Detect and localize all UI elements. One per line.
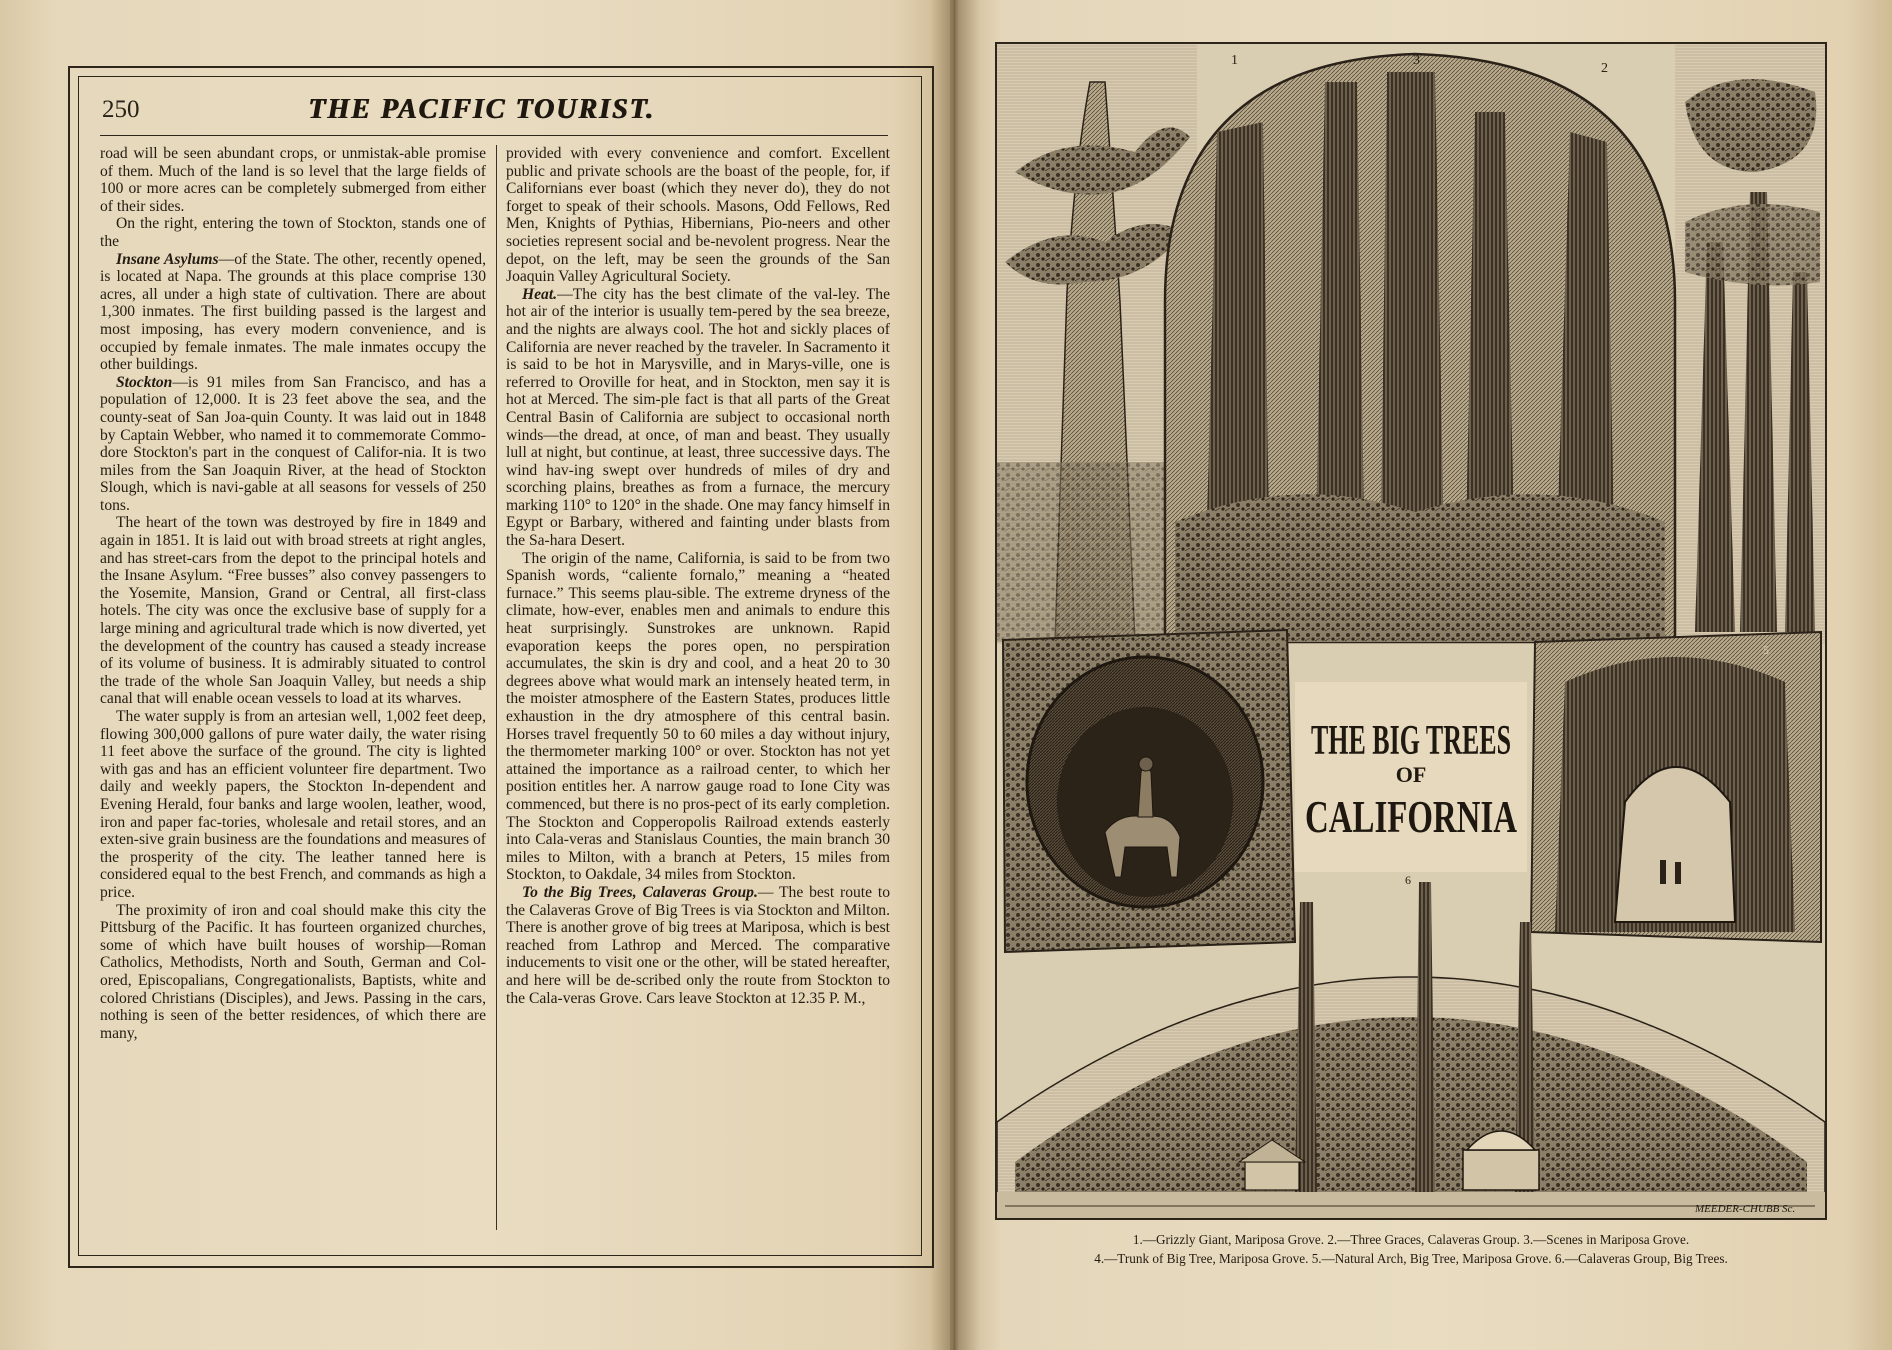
paragraph-text: — The best route to the Calaveras Grove of Big Trees is via Stockton and Milton. There is another grove of big trees at Mariposa, which is best reached from Lathrop and Merced. The comparative inducements to visit one or the other, will be stated hereafter, and here will be de-scribed only the route from Stockton to the Cala-veras Grove. Cars leave Stockton at 12.35 P. M., xyxy=(506,883,890,1007)
paragraph-text: On the right, entering the town of Stockton, stands one of the xyxy=(100,215,486,250)
paragraph xyxy=(506,145,890,286)
header-rule xyxy=(100,135,888,136)
paragraph-heading: Stockton xyxy=(116,373,173,391)
plate-number-6: 6 xyxy=(1405,873,1411,887)
paragraph xyxy=(100,514,486,708)
caption-line-2: 4.—Trunk of Big Tree, Mariposa Grove. 5.—Natural Arch, Big Tree, Mariposa Grove. 6.—Calaveras Group, Big Trees. xyxy=(1094,1251,1728,1266)
plate-title-line3: CALIFORNIA xyxy=(1305,791,1517,842)
paragraph xyxy=(100,145,486,215)
paragraph xyxy=(506,884,890,1007)
plate-title-line1: THE BIG TREES xyxy=(1311,718,1511,764)
engraver-signature: MEEDER-CHUBB Sc. xyxy=(1695,1203,1796,1215)
running-head xyxy=(100,92,890,132)
paragraph-text: The origin of the name, California, is said to be from two Spanish words, “caliente fornalo,” meaning a “heated furnace.” This seems plau-sible. The extreme dryness of the climate, how-ever, enables men and animals to endure this heat surprisingly. Sunstrokes are unknown. Rapid evaporation keeps the pores open, no perspiration accumulates, the skin is dry and cool, and a heat 20 to 30 degrees above what would mark an intensely heated term, in the moister atmosphere of the Eastern States, produces little exhaustion in the dry atmosphere of this central basin. Horses travel frequently 50 to 60 miles a day without injury, the thermometer marking 100° or over. Stockton has not yet attained the importance as a railroad center, to which her position entitles her. A narrow gauge road to Ione City was commenced, but there is no pros-pect of its early completion. The Stockton and Copperopolis Railroad extends easterly into Cala-veras and Stanislaus Counties, the main branch 30 miles to Milton, with a branch at Peters, 15 miles from Stockton, to Oakdale, 34 miles from Stockton. xyxy=(506,549,890,884)
paragraph-heading: To the Big Trees, Calaveras Group. xyxy=(522,883,758,901)
book-title: THE PACIFIC TOURIST. xyxy=(308,94,655,125)
paragraph-heading: Insane Asylums xyxy=(116,250,219,268)
paragraph xyxy=(100,374,486,515)
paragraph-text: The proximity of iron and coal should make this city the Pittsburg of the Pacific. It has fourteen organized churches, some of which have built houses of worship—Roman Catholics, Methodists, North and South, German and Col-ored, Episcopalians, Congregationalists, Baptists, white and colored Christians (Disciples), and Jews. Passing in the cars, nothing is seen of the better residences, of which there are many, xyxy=(100,901,486,1042)
paragraph xyxy=(506,550,890,884)
paragraph-text: road will be seen abundant crops, or unmistak-able promise of them. Much of the land is so level that the large fields of 100 or more acres can be completely submerged from either of their sides. xyxy=(100,145,486,215)
paragraph xyxy=(100,251,486,374)
paragraph xyxy=(100,215,486,250)
plate-title-line2: OF xyxy=(1395,762,1427,787)
text-column-2 xyxy=(506,145,890,1235)
paragraph-text: —of the State. The other, recently opened, is located at Napa. The grounds at this place comprise 130 acres, all under a high state of cultivation. There are about 1,300 inmates. The first building passed is the largest and most imposing, has every modern convenience, and is occupied by female inmates. The male inmates occupy the other buildings. xyxy=(100,250,486,374)
paragraph xyxy=(100,902,486,1043)
caption-line-1: 1.—Grizzly Giant, Mariposa Grove. 2.—Three Graces, Calaveras Group. 3.—Scenes in Mariposa Grove. xyxy=(1132,1232,1690,1247)
paragraph xyxy=(100,708,486,902)
paragraph xyxy=(506,286,890,550)
text-column-1 xyxy=(100,145,486,1235)
page-number: 250 xyxy=(102,96,140,123)
book-gutter xyxy=(930,0,980,1350)
plate-number-5: 5 xyxy=(1763,643,1769,657)
paragraph-heading: Heat. xyxy=(522,285,558,303)
plate-captions xyxy=(995,1230,1827,1268)
column-divider xyxy=(496,145,497,1230)
big-trees-plate xyxy=(995,42,1827,1220)
paragraph-text: —is 91 miles from San Francisco, and has a population of 12,000. It is 23 feet above the sea, and the county-seat of San Joa-quin County. It was laid out in 1848 by Captain Webber, who named it to commemorate Commo-dore Stockton's part in the conquest of Califor-nia. It is two miles from the San Joaquin River, at the head of Stockton Slough, which is navi-gable at all seasons for vessels of 250 tons. xyxy=(100,373,486,514)
paragraph-text: The heart of the town was destroyed by fire in 1849 and again in 1851. It is laid out with broad streets at right angles, and has street-cars from the depot to the principal hotels and the Insane Asylum. “Free busses” also convey passengers to the Yosemite, Mansion, Grand or Central, all first-class hotels. The city was once the exclusive base of supply for a large mining and agricultural trade which is now diverted, yet the development of the country has caused a steady increase of its volume of business. It is admirably situated to control the trade of the whole San Joaquin Valley, but needs a ship canal that will enable ocean vessels to load at its wharves. xyxy=(100,514,486,708)
plate-number-2: 2 xyxy=(1601,61,1608,76)
engraving-illustration xyxy=(995,42,1827,1220)
paragraph-text: provided with every convenience and comfort. Excellent public and private schools are the boast of the people, for, if Californians ever boast (which they never do), they do not forget to speak of their schools. Masons, Odd Fellows, Red Men, Knights of Pythias, Hibernians, Pio-neers and other societies represent social and be-nevolent progress. Near the depot, on the left, may be seen the grounds of the San Joaquin Valley Agricultural Society. xyxy=(506,145,890,286)
paragraph-text: The water supply is from an artesian well, 1,002 feet deep, flowing 300,000 gallons of pure water daily, the water rising 11 feet above the surface of the ground. The city is lighted with gas and has an efficient volunteer fire department. Two daily and weekly papers, the Stockton In-dependent and Evening Herald, four banks and large woolen, leather, wood, iron and paper fac-tories, wholesale and retail stores, and an exten-sive grain business are the foundations and measures of the prosperity of the city. The leather tanned here is considered equal to the best French, and commands as high a price. xyxy=(100,708,486,901)
plate-number-1: 1 xyxy=(1231,53,1238,68)
paragraph-text: —The city has the best climate of the val-ley. The hot air of the interior is usually tem-pered by the sea breeze, and the nights are always cool. The hot and sickly places of California are never reached by the traveler. In Sacramento it is said to be hot in Marysville, and in Marys-ville, one is referred to Oroville for heat, and in Stockton, men say it is hot at Merced. The sim-ple fact is that all parts of the Great Central Basin of California are subject to occasional north winds—the dread, at once, of man and beast. They usually lull at night, but continue, at least, three successive days. The wind hav-ing swept over hundreds of miles of dry and scorching plains, breathes as from a furnace, the mercury marking 110° to 120° in the shade. One may fancy himself in Egypt or Barbary, withered and fainting under blasts from the Sa-hara Desert. xyxy=(506,285,890,550)
plate-number-3: 3 xyxy=(1413,53,1420,68)
